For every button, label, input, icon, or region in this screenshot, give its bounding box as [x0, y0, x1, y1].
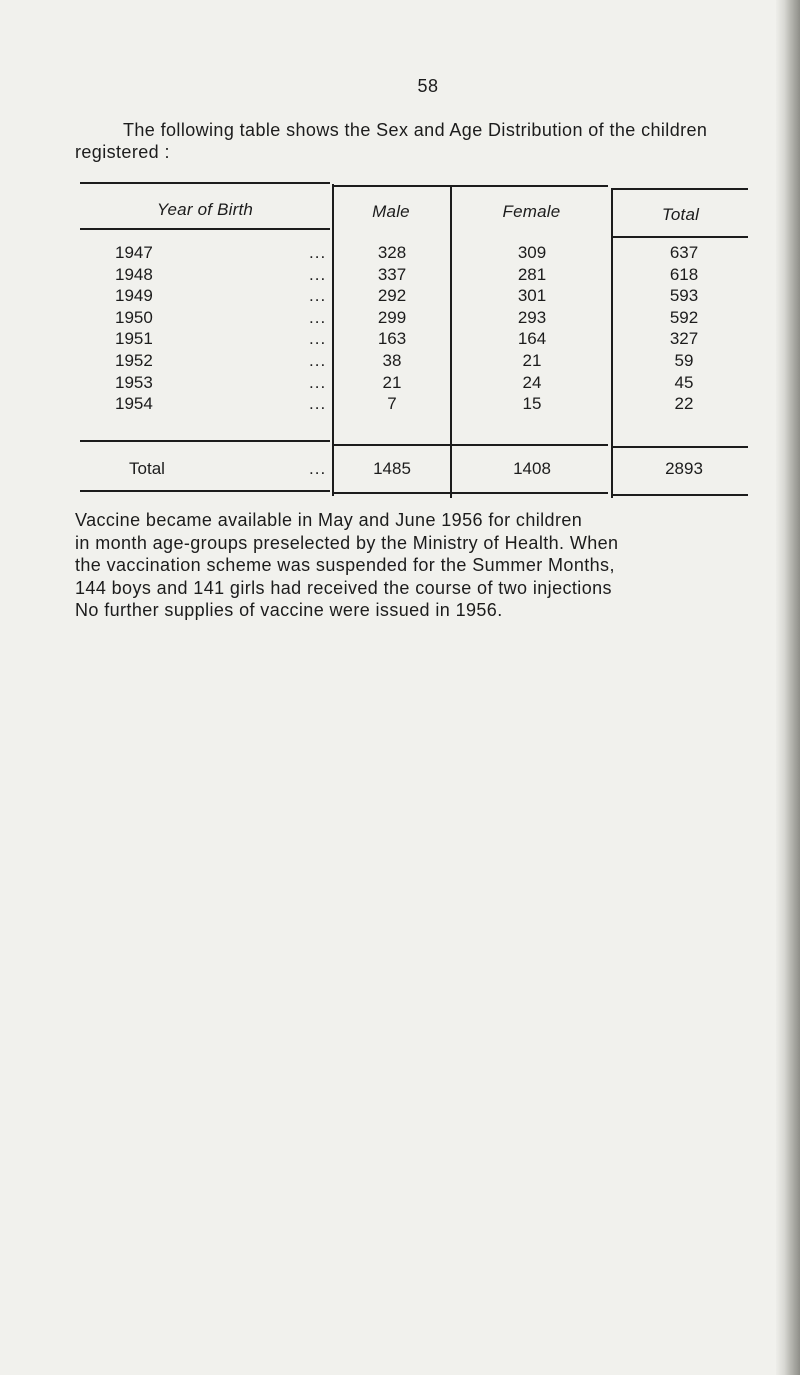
table-row: [0, 242, 800, 263]
male-cell: 299: [377, 307, 407, 327]
male-cell: 292: [377, 286, 407, 306]
leader-dots: ...: [309, 329, 327, 349]
total-female: 1408: [513, 459, 551, 478]
total-cell: 592: [669, 307, 699, 327]
bottom-rule-mid: [333, 492, 608, 494]
header-rule-year: [80, 228, 330, 230]
paragraph-line: in month age-groups preselected by the Ministry of Health. When: [75, 532, 619, 553]
page-edge-shadow: [776, 0, 800, 1375]
total-cell: 593: [669, 286, 699, 306]
top-rule-year: [80, 182, 330, 184]
year-cell: 1951: [115, 329, 153, 349]
bottom-rule-year: [80, 490, 330, 492]
total-cell: 45: [674, 372, 694, 392]
year-cell: 1954: [115, 394, 153, 414]
total-label: Total: [129, 459, 165, 478]
year-cell: 1947: [115, 243, 153, 262]
table-row: [0, 328, 800, 349]
female-cell: 15: [522, 394, 542, 414]
page-number: 58: [417, 76, 439, 96]
total-cell: 22: [674, 394, 694, 414]
leader-dots: ...: [309, 307, 327, 327]
female-cell: 281: [517, 264, 547, 284]
table-row: [0, 350, 800, 371]
header-male: Male: [372, 202, 410, 221]
header-rule-total: [612, 236, 748, 238]
leader-dots: ...: [309, 372, 327, 392]
intro-text: The following table shows the Sex and Age Distribution of the children registered :: [75, 120, 708, 162]
header-total: Total: [661, 205, 700, 224]
female-cell: 301: [517, 286, 547, 306]
table-row: [0, 285, 800, 306]
year-cell: 1949: [115, 286, 153, 306]
header-year-of-birth: Year of Birth: [156, 200, 254, 219]
male-cell: 38: [382, 351, 402, 370]
male-cell: 328: [377, 243, 407, 262]
female-cell: 309: [517, 243, 547, 262]
year-cell: 1953: [115, 372, 153, 392]
female-cell: 24: [522, 372, 542, 392]
total-leader: ...: [309, 459, 327, 478]
year-cell: 1950: [115, 307, 153, 327]
body-rule-mid: [333, 444, 608, 446]
bottom-rule-total: [612, 494, 748, 496]
table-row: [0, 393, 800, 414]
vaccine-paragraph: [75, 509, 765, 622]
leader-dots: ...: [309, 351, 327, 370]
table-total-row: [0, 458, 800, 479]
top-rule-total: [612, 188, 748, 190]
paragraph-line: the vaccination scheme was suspended for the Summer Months,: [75, 555, 615, 575]
table-row: [0, 307, 800, 328]
male-cell: 21: [382, 372, 402, 392]
male-cell: 7: [387, 394, 397, 414]
male-cell: 337: [377, 264, 407, 284]
table-row: [0, 372, 800, 393]
leader-dots: ...: [309, 264, 327, 284]
total-cell: 327: [669, 329, 699, 349]
year-cell: 1948: [115, 264, 153, 284]
paragraph-line: 144 boys and 141 girls had received the course of two injections: [75, 577, 612, 598]
leader-dots: ...: [309, 243, 327, 262]
leader-dots: ...: [309, 394, 327, 414]
paragraph-line: Vaccine became available in May and June 1956 for children: [75, 510, 583, 530]
total-cell: 618: [669, 264, 699, 284]
body-rule-year: [80, 440, 330, 442]
total-cell: 637: [669, 243, 699, 262]
table-row: [0, 264, 800, 285]
body-rule-total: [612, 446, 748, 448]
total-cell: 59: [674, 351, 694, 370]
leader-dots: ...: [309, 286, 327, 306]
year-cell: 1952: [115, 351, 153, 370]
header-female: Female: [502, 202, 561, 221]
top-rule-mid: [333, 185, 608, 187]
female-cell: 164: [517, 329, 547, 349]
total-total: 2893: [665, 459, 703, 478]
total-male: 1485: [373, 459, 411, 478]
female-cell: 293: [517, 307, 547, 327]
male-cell: 163: [377, 329, 407, 349]
paragraph-line: No further supplies of vaccine were issued in 1956.: [75, 600, 503, 620]
female-cell: 21: [522, 351, 542, 370]
